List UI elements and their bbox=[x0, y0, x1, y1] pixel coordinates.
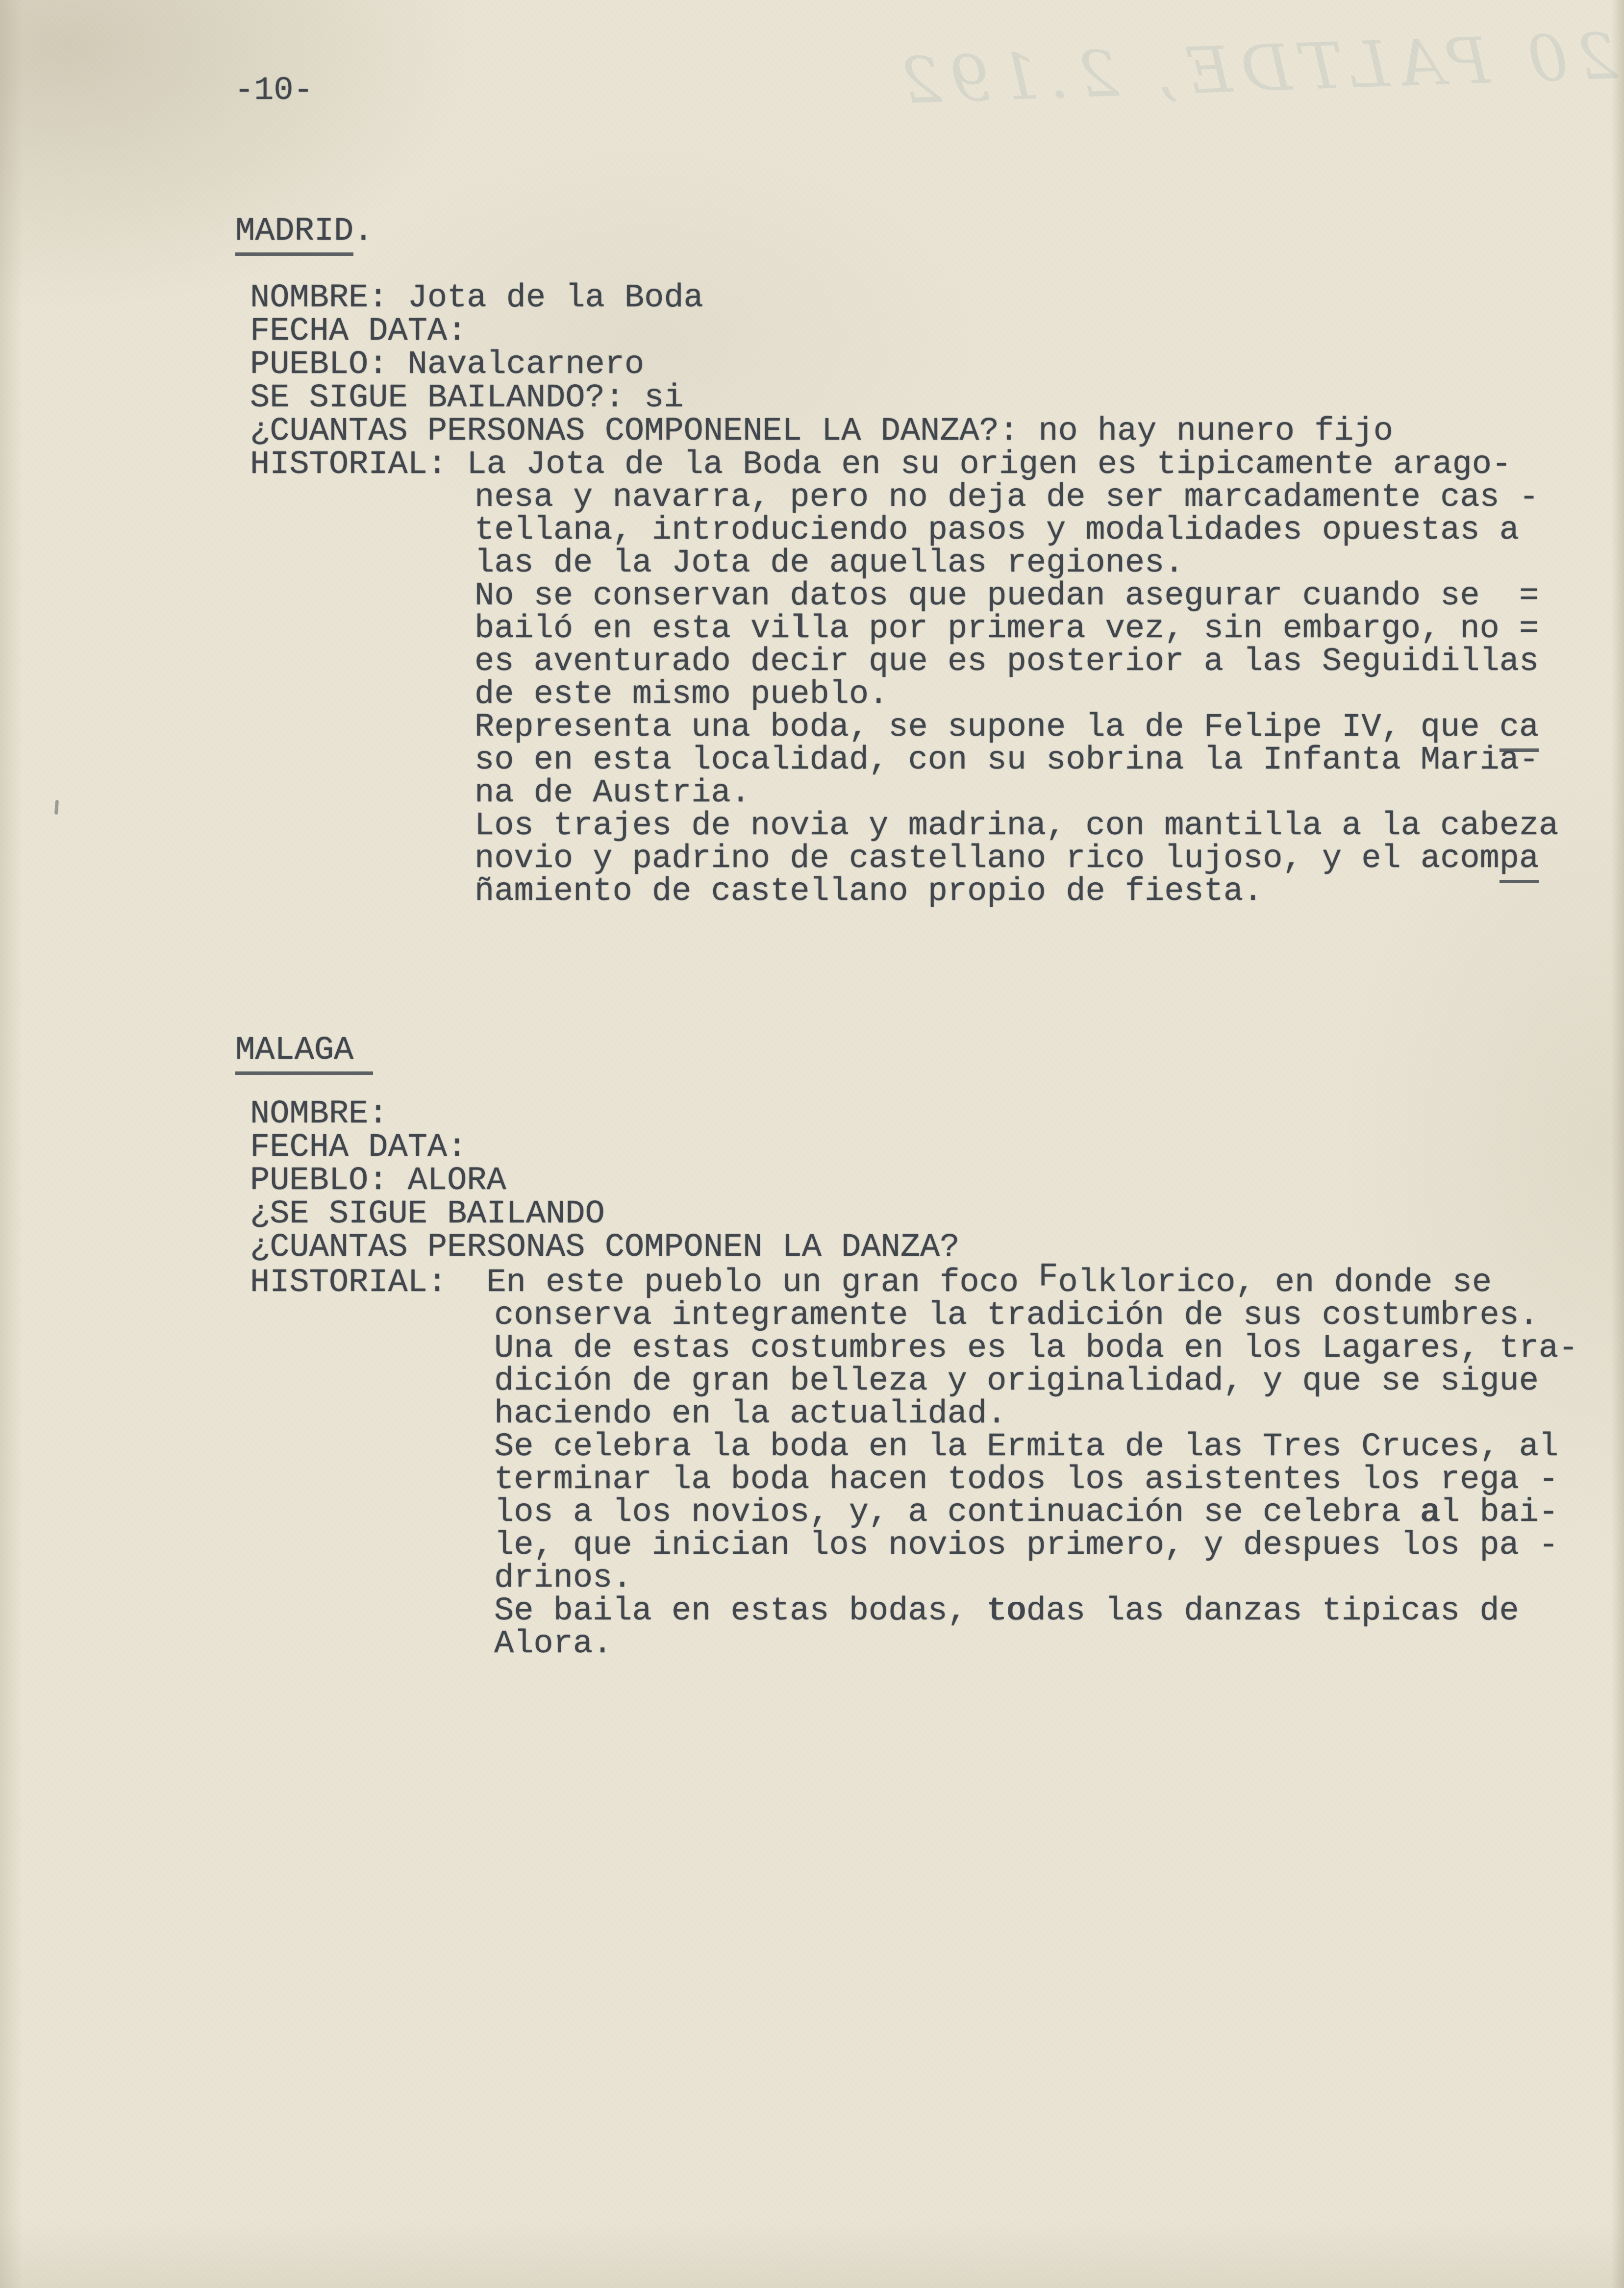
text-segment: tellana, introduciendo pasos y modalidades opuestas a bbox=[475, 512, 1519, 549]
malaga-text-line bbox=[494, 1331, 1578, 1366]
madrid-text-line bbox=[475, 579, 1539, 613]
text-segment: Se celebra la boda en la Ermita de las Tres Cruces, al bbox=[494, 1428, 1559, 1466]
field-historial bbox=[250, 448, 1511, 482]
text-segment: conserva integramente la tradición de sus costumbres. bbox=[494, 1297, 1539, 1334]
text-segment: NOMBRE: bbox=[250, 1095, 388, 1133]
text-segment: Los trajes de novia y madrina, con mantilla a la cabeza bbox=[475, 807, 1559, 845]
text-segment: la por primera vez, sin embargo, no = bbox=[809, 610, 1539, 647]
text-segment: drinos. bbox=[494, 1560, 632, 1597]
text-segment: Una de estas costumbres es la boda en los Lagares, tra- bbox=[494, 1330, 1578, 1367]
malaga-text-line bbox=[494, 1430, 1558, 1464]
madrid-text-line bbox=[475, 710, 1539, 745]
malaga-text-line bbox=[494, 1528, 1558, 1563]
field-fecha-data bbox=[250, 1130, 467, 1165]
text-segment: FECHA DATA: bbox=[250, 313, 467, 350]
text-segment: novio y padrino de castellano rico lujoso, y el acom bbox=[475, 840, 1499, 877]
text-segment: los a los novios, y, a continuación se celebra bbox=[494, 1494, 1421, 1531]
text-segment: olklorico, en donde se bbox=[1058, 1264, 1492, 1301]
field-pueblo bbox=[250, 348, 644, 382]
text-segment: FECHA DATA: bbox=[250, 1129, 467, 1166]
text-segment: dición de gran belleza y originalidad, y que se sigue bbox=[494, 1363, 1539, 1400]
field-se-sigue-bailando bbox=[250, 1197, 605, 1231]
text-segment: F bbox=[1038, 1258, 1058, 1295]
underlined-text: MADRID bbox=[235, 213, 353, 256]
ink-speck bbox=[54, 800, 59, 815]
text-segment: . bbox=[353, 213, 374, 250]
madrid-text-line bbox=[475, 513, 1519, 547]
underlined-text: MALAGA bbox=[235, 1032, 373, 1075]
text-segment: ¿CUANTAS PERSONAS COMPONENEL LA DANZA?: no hay nunero fijo bbox=[250, 413, 1393, 450]
ghost-handwriting-bleedthrough: 20 PALTDE, 2.192 bbox=[891, 19, 1619, 119]
field-nombre bbox=[250, 281, 703, 315]
field-nombre bbox=[250, 1097, 388, 1131]
text-segment: No se conservan datos que puedan asegurar cuando se = bbox=[475, 577, 1539, 615]
madrid-text-line bbox=[475, 480, 1539, 515]
text-segment: es aventurado decir que es posterior a las Seguidillas bbox=[475, 643, 1539, 680]
malaga-text-line bbox=[494, 1364, 1539, 1398]
overtyped-text: l bbox=[790, 610, 810, 647]
text-segment: l bai- bbox=[1440, 1494, 1559, 1531]
malaga-text-line bbox=[494, 1397, 1006, 1431]
malaga-text-line bbox=[494, 1463, 1558, 1497]
madrid-text-line bbox=[475, 776, 750, 810]
madrid-text-line bbox=[475, 743, 1539, 777]
madrid-text-line bbox=[475, 645, 1539, 679]
malaga-text-line bbox=[494, 1561, 632, 1595]
text-segment: das las danzas tipicas de bbox=[1026, 1592, 1519, 1630]
text-segment: ¿SE SIGUE BAILANDO bbox=[250, 1195, 605, 1233]
text-segment: de este mismo pueblo. bbox=[475, 676, 889, 713]
text-segment: NOMBRE: Jota de la Boda bbox=[250, 279, 703, 317]
malaga-text-line bbox=[494, 1627, 612, 1661]
section-heading-madrid bbox=[235, 214, 373, 249]
madrid-text-line bbox=[475, 546, 1184, 580]
overtyped-text: to bbox=[987, 1592, 1026, 1630]
underlined-text: ca bbox=[1499, 709, 1539, 752]
field-cuantas-personas bbox=[250, 1230, 959, 1265]
overtyped-text: a bbox=[1420, 1494, 1440, 1531]
text-segment: HISTORIAL: La Jota de la Boda en su origen es tipicamente arago- bbox=[250, 446, 1512, 483]
underlined-text: pa bbox=[1499, 840, 1539, 883]
text-segment: haciendo en la actualidad. bbox=[494, 1395, 1007, 1433]
malaga-text-line bbox=[494, 1298, 1539, 1333]
madrid-text-line bbox=[475, 874, 1263, 909]
section-heading-malaga bbox=[235, 1033, 373, 1068]
text-segment: SE SIGUE BAILANDO?: si bbox=[250, 379, 684, 417]
malaga-text-line bbox=[494, 1495, 1558, 1530]
text-segment: las de la Jota de aquellas regiones. bbox=[475, 545, 1184, 582]
text-segment: nesa y navarra, pero no deja de ser marcadamente cas - bbox=[475, 479, 1539, 516]
field-fecha-data bbox=[250, 314, 467, 348]
madrid-text-line bbox=[475, 809, 1558, 843]
text-segment: HISTORIAL: En este pueblo un gran foco bbox=[250, 1264, 1039, 1301]
text-segment: ¿CUANTAS PERSONAS COMPONEN LA DANZA? bbox=[250, 1229, 960, 1266]
field-cuantas-personas bbox=[250, 414, 1393, 448]
field-historial bbox=[250, 1258, 1492, 1301]
text-segment: PUEBLO: Navalcarnero bbox=[250, 346, 645, 383]
madrid-text-line bbox=[475, 842, 1539, 876]
field-se-sigue-bailando bbox=[250, 381, 684, 415]
text-segment: le, que inician los novios primero, y despues los pa - bbox=[494, 1527, 1559, 1564]
text-segment: ñamiento de castellano propio de fiesta. bbox=[475, 873, 1263, 910]
text-segment: so en esta localidad, con su sobrina la Infanta Maria- bbox=[475, 742, 1539, 779]
text-segment: Alora. bbox=[494, 1625, 613, 1663]
madrid-text-line bbox=[475, 677, 888, 712]
madrid-text-line bbox=[475, 612, 1539, 646]
text-segment: Se baila en estas bodas, bbox=[494, 1592, 987, 1630]
text-segment: na de Austria. bbox=[475, 774, 750, 812]
text-segment: PUEBLO: ALORA bbox=[250, 1162, 506, 1199]
page-number: -10- bbox=[234, 72, 313, 109]
text-segment: Representa una boda, se supone la de Felipe IV, que bbox=[475, 709, 1499, 746]
malaga-text-line bbox=[494, 1594, 1519, 1628]
text-segment: terminar la boda hacen todos los asistentes los rega - bbox=[494, 1461, 1559, 1498]
field-pueblo bbox=[250, 1164, 506, 1198]
text-segment: bailó en esta vi bbox=[475, 610, 790, 647]
